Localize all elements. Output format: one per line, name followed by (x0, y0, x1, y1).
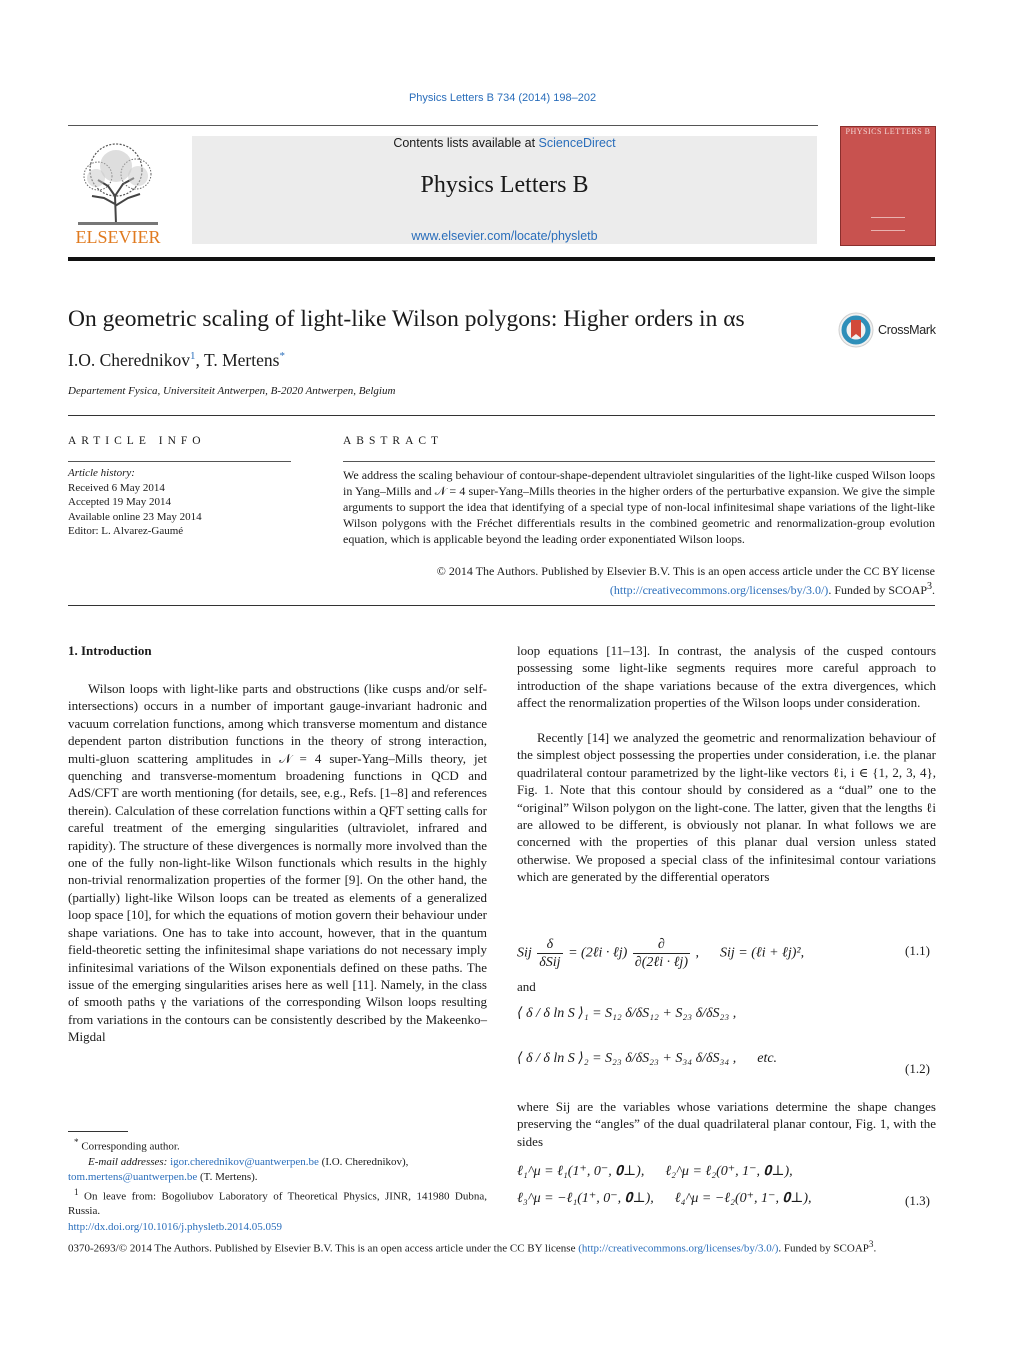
divider (68, 605, 935, 606)
elsevier-logo (68, 136, 168, 244)
elsevier-wordmark: ELSEVIER (75, 227, 161, 244)
crossmark-icon (838, 312, 874, 348)
author-separator: , (195, 350, 204, 370)
history-label: Article history: (68, 467, 135, 479)
funding-text: . Funded by SCOAP (828, 583, 927, 597)
equation-1-1 (517, 936, 804, 971)
copyright-text: 0370-2693/© 2014 The Authors. Published by Elsevier B.V. This is an open access article under the CC BY license (68, 1242, 579, 1255)
footnotes (68, 1135, 487, 1219)
abstract-text: We address the scaling behaviour of contour-shape-dependent ultraviolet singularities of the light-like cusped Wilson loops in Yang–Mills and 𝒩 = 4 super-Yang–Mills theories in the higher orders of the perturbative expansion. We give the simple arguments to support the idea that identifying of a special type of non-local infinitesimal shape variations of the light-like Wilson polygons with the Fréchet differentials results in the combined geometric and renormalization-group evolution equation, which is applicable beyond the leading order exponentiated Wilson loops. (343, 468, 935, 546)
introduction-paragraph: Wilson loops with light-like parts and obstructions (like cusps and/or self-intersections) occurs in a number of important gauge-invariant hadronic and vacuum correlation functions, among which transverse momentum and distance dependent parton distribution functions in the theory of strong interaction, multi-gluon scattering amplitudes in 𝒩 = 4 super-Yang–Mills theory, jet quenching and transverse-momentum broadening functions in QCD and AdS/CFT are worth mentioning (for details, see, e.g., Refs. [1–8] and references therein). Calculation of these correlation functions within a QFT setting calls for careful treatment of the emerging singularities (ultraviolet, infrared and rapidity). The structure of these divergences is normally more involved than the one of the fully non-light-like Wilson functionals which results in the highly non-trivial renormalization properties of the former [9]. On the other hand, the (partially) light-like Wilson loops can be treated as elements of a generalized loop space [10], for which the equations of motion govern their behaviour under shape variations. One has to take into account, however, that in the quantum field-theoretic setting the infinitesimal shape variations do not necessary imply infinitesimal variations of the Wilson exponentials defined on these paths. The issue of the emerging singularities arises here as well [11]. Namely, in the class of smooth paths γ the variations of the corresponding Wilson loops resulting from variations in the contours can be consistently described by the Makeenko–Migdal (68, 681, 487, 1045)
footnote-text: On leave from: Bogoliubov Laboratory of Theoretical Physics, JINR, 141980 Dubna, Russia. (68, 1190, 487, 1218)
equation-term: = (2ℓi · ℓj) (568, 945, 628, 961)
superscript: 3 (927, 581, 932, 592)
accepted-date: Accepted 19 May 2014 (68, 496, 171, 508)
equation-number: (1.2) (905, 1061, 930, 1076)
cover-title: PHYSICS LETTERS B (845, 127, 931, 136)
period: . (873, 1242, 877, 1255)
contents-line (192, 136, 817, 150)
journal-title: Physics Letters B (420, 172, 589, 198)
abstract-copyright (343, 563, 935, 598)
copyright-text: © 2014 The Authors. Published by Elsevier B.V. This is an open access article under the CC BY license (436, 564, 935, 578)
email-link[interactable]: igor.cherednikov@uantwerpen.be (170, 1155, 319, 1168)
equation-number: (1.1) (905, 943, 930, 958)
fraction (633, 936, 690, 971)
paragraph: loop equations [11–13]. In contrast, the analysis of the cusped contours possessing some light-like segments requires more careful approach to introduction of the shape variations because of the extra divergences, which affect the renormalization properties of the Wilson loops under consideration. (517, 643, 936, 711)
article-history (68, 466, 202, 539)
license-link[interactable]: (http://creativecommons.org/licenses/by/3.0/) (578, 1242, 779, 1255)
received-date: Received 6 May 2014 (68, 481, 165, 494)
author-name[interactable]: T. Mertens (203, 350, 280, 370)
equation-term: , Sij = (ℓi + ℓj)², (695, 945, 805, 961)
numerator: ∂ (633, 936, 690, 954)
funding-text: . Funded by SCOAP (778, 1242, 869, 1255)
email-label: E-mail addresses: (88, 1155, 171, 1168)
journal-cover-image (840, 126, 936, 246)
footnote-marker[interactable]: 1 (190, 350, 196, 363)
equation-number: (1.3) (905, 1193, 930, 1208)
crossmark-label: CrossMark (878, 323, 936, 337)
author-name[interactable]: I.O. Cherednikov (68, 350, 190, 370)
email-link[interactable]: tom.mertens@uantwerpen.be (68, 1170, 198, 1183)
footer-copyright (68, 1237, 935, 1257)
footnote-marker: 1 (74, 1186, 79, 1197)
top-rule (68, 125, 818, 126)
corresponding-marker[interactable]: * (279, 350, 285, 363)
email-owner: (T. Mertens). (197, 1170, 258, 1183)
license-link[interactable]: (http://creativecommons.org/licenses/by/3.0/) (609, 583, 829, 597)
article-title: On geometric scaling of light-like Wilson polygons: Higher orders in αs (68, 306, 745, 332)
divider (343, 461, 935, 462)
equation-1-2-line-1: ⟨ δ / δ ln S ⟩₁ = S₁₂ δ/δS₁₂ + S₂₃ δ/δS₂₃ , (517, 1006, 737, 1021)
abstract-heading: ABSTRACT (343, 435, 444, 447)
author-list (68, 350, 285, 371)
article-info-heading: ARTICLE INFO (68, 435, 206, 447)
crossmark-badge[interactable] (838, 312, 938, 352)
affiliation: Departement Fysica, Universiteit Antwerpen, B-2020 Antwerpen, Belgium (68, 385, 396, 397)
journal-url-link[interactable]: www.elsevier.com/locate/physletb (411, 229, 598, 243)
online-date: Available online 23 May 2014 (68, 510, 202, 523)
equation-term: Sij (517, 945, 532, 961)
masthead-rule (68, 257, 935, 261)
fraction (537, 936, 562, 971)
superscript: 3 (868, 1239, 874, 1249)
footnote-rule (68, 1131, 128, 1132)
corresponding-marker: * (74, 1137, 79, 1147)
equation-1-3-line-2: ℓ₃^μ = −ℓ₁(1⁺, 0⁻, 𝟎⊥), ℓ₄^μ = −ℓ₂(0⁺, 1⁻, 𝟎⊥), (517, 1191, 812, 1206)
divider (68, 415, 935, 416)
doi-link[interactable]: http://dx.doi.org/10.1016/j.physletb.2014.05.059 (68, 1221, 282, 1233)
section-heading: 1. Introduction (68, 643, 152, 658)
paragraph: Recently [14] we analyzed the geometric and renormalization behaviour of the simplest object possessing the properties under consideration, i.e. the planar quadrilateral contour parametrized by the light-like vectors ℓi, i ∈ {1, 2, 3, 4}, Fig. 1. Note that this contour should by considered as a “dual” one to the “original” Wilson polygon on the light-cone. The latter, given that the lengths ℓi are allowed to be different, is obviously not planar. In what follows we are concerned with the properties of this planar dual version unless stated otherwise. We proposed a special class of the infinitesimal contour variations which are generated by the differential operators (517, 730, 936, 885)
sciencedirect-link[interactable]: ScienceDirect (538, 136, 616, 150)
paragraph: where Sij are the variables whose variations determine the shape changes preserving the “angles” of the dual quadrilateral planar contour, Fig. 1, with the sides (517, 1099, 936, 1149)
equation-1-2-line-2: ⟨ δ / δ ln S ⟩₂ = S₂₃ δ/δS₂₃ + S₃₄ δ/δS₃₄ , etc. (517, 1051, 778, 1066)
divider (68, 461, 291, 462)
corresponding-author-note: Corresponding author. (81, 1140, 180, 1153)
journal-reference-link[interactable]: Physics Letters B 734 (2014) 198–202 (408, 92, 597, 104)
numerator: δ (537, 936, 562, 954)
period: . (932, 583, 935, 597)
connective-text: and (517, 979, 536, 994)
equation-1-3-line-1: ℓ₁^μ = ℓ₁(1⁺, 0⁻, 𝟎⊥), ℓ₂^μ = ℓ₂(0⁺, 1⁻, 𝟎⊥), (517, 1164, 793, 1179)
editor: Editor: L. Alvarez-Gaumé (68, 525, 184, 537)
denominator: δSij (539, 955, 561, 970)
email-owner: (I.O. Cherednikov), (318, 1155, 409, 1168)
contents-prefix: Contents lists available at (393, 136, 539, 150)
cover-decoration (871, 217, 905, 231)
denominator: ∂(2ℓi · ℓj) (634, 955, 688, 970)
